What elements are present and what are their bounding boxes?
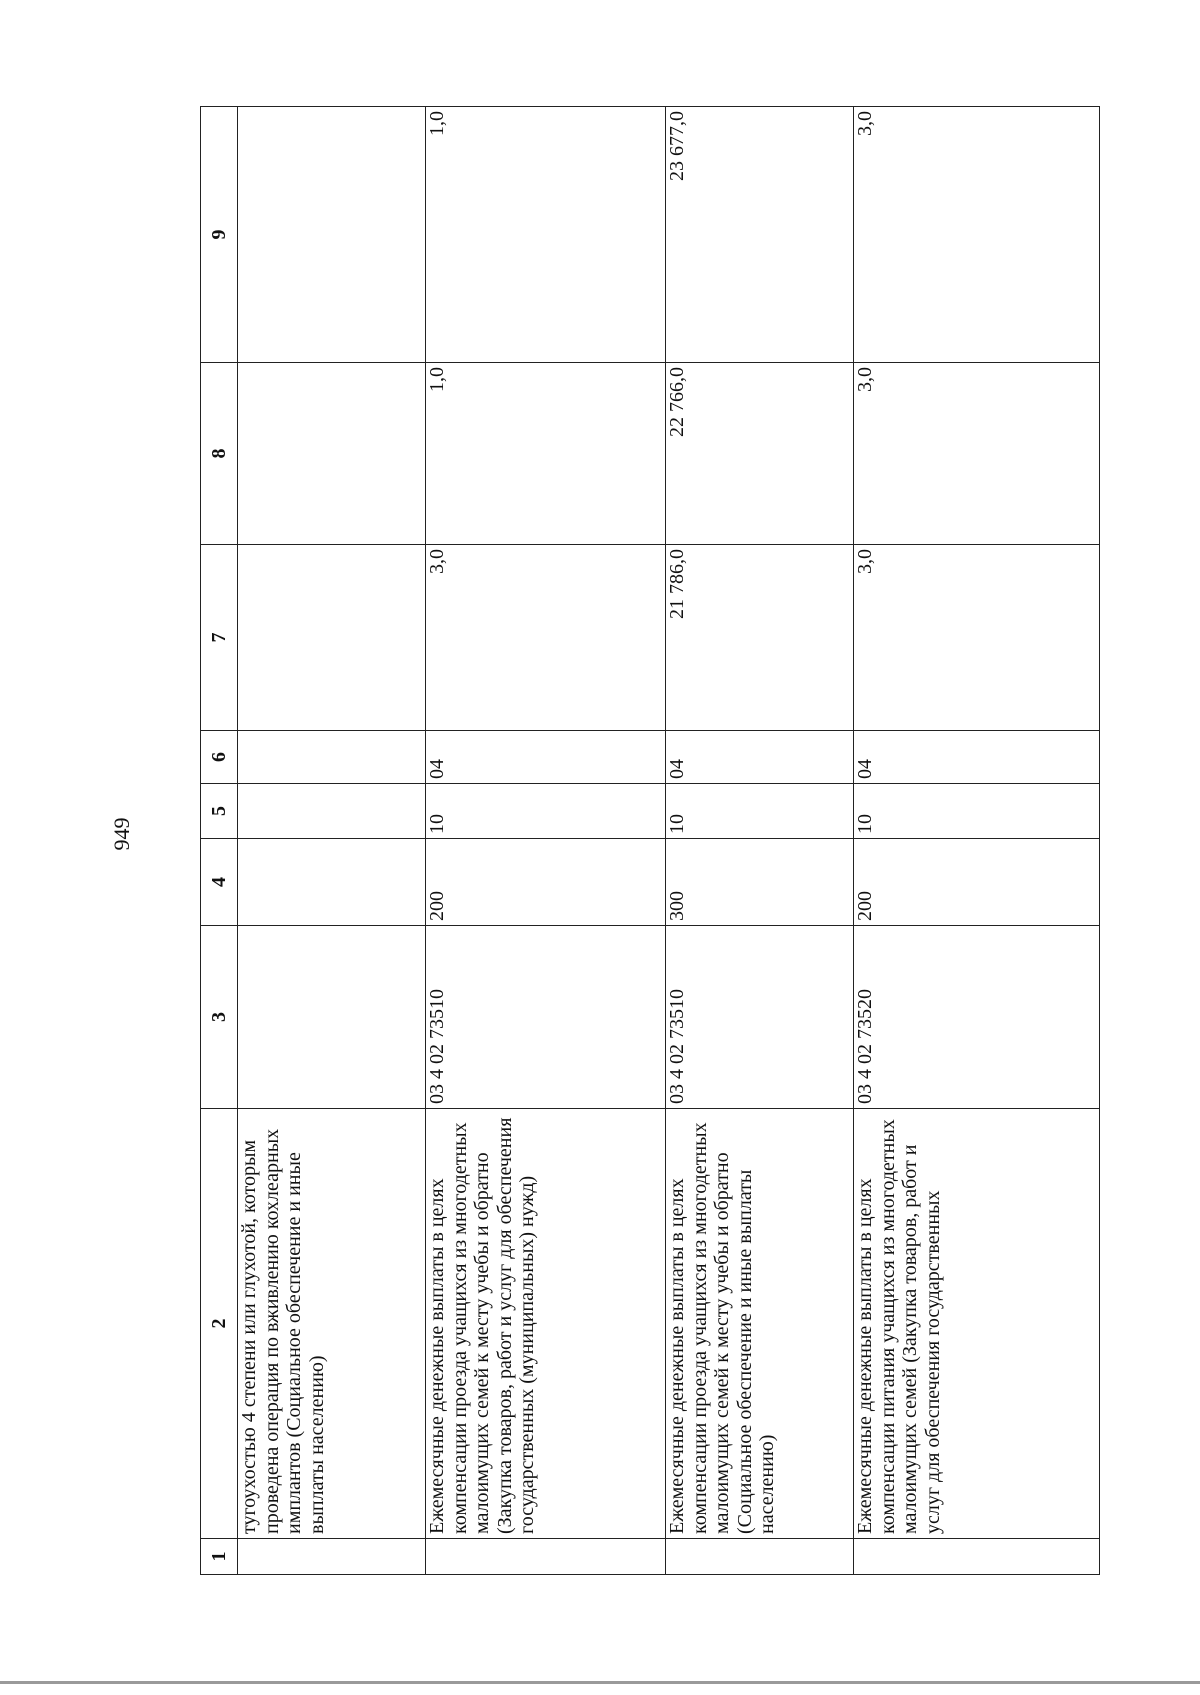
section-cell: 10 [426, 784, 666, 839]
target-article-cell [238, 926, 426, 1109]
section-cell: 10 [666, 784, 854, 839]
header-col-8: 8 [201, 363, 238, 545]
amount-col-8-cell: 3,0 [854, 363, 1100, 545]
table-row [238, 107, 426, 1575]
header-col-7: 7 [201, 545, 238, 731]
target-article-cell: 03 4 02 73510 [666, 926, 854, 1109]
section-cell [238, 784, 426, 839]
amount-col-8-cell: 1,0 [426, 363, 666, 545]
amount-col-7-cell: 3,0 [854, 545, 1100, 731]
row-number-cell [238, 1539, 426, 1575]
row-number-cell [854, 1539, 1100, 1575]
target-article-cell: 03 4 02 73510 [426, 926, 666, 1109]
table-row [426, 107, 666, 1575]
amount-col-9-cell: 3,0 [854, 107, 1100, 363]
amount-col-9-cell: 23 677,0 [666, 107, 854, 363]
table-row [854, 107, 1100, 1575]
expense-type-cell: 200 [854, 839, 1100, 926]
header-row [201, 107, 238, 1575]
expense-type-cell: 200 [426, 839, 666, 926]
target-article-cell: 03 4 02 73520 [854, 926, 1100, 1109]
header-col-5: 5 [201, 784, 238, 839]
description-cell: Ежемесячные денежные выплаты в целях компенсации питания учащихся из многодетных малоимущих семей (Закупка товаров, работ и услуг для обеспечения государственных [854, 1109, 1100, 1539]
budget-table [200, 106, 1100, 1575]
expense-type-cell [238, 839, 426, 926]
amount-col-7-cell [238, 545, 426, 731]
header-col-2: 2 [201, 1109, 238, 1539]
scan-edge-rule [0, 1681, 1200, 1684]
table-row [666, 107, 854, 1575]
amount-col-8-cell [238, 363, 426, 545]
row-number-cell [666, 1539, 854, 1575]
amount-col-7-cell: 21 786,0 [666, 545, 854, 731]
section-cell: 10 [854, 784, 1100, 839]
header-col-4: 4 [201, 839, 238, 926]
amount-col-9-cell [238, 107, 426, 363]
header-col-6: 6 [201, 731, 238, 784]
subsection-cell: 04 [854, 731, 1100, 784]
budget-table-rotated [200, 107, 1098, 1575]
header-col-1: 1 [201, 1539, 238, 1575]
subsection-cell: 04 [426, 731, 666, 784]
description-cell: Ежемесячные денежные выплаты в целях компенсации проезда учащихся из многодетных малоимущих семей к месту учебы и обратно (Закупка товаров, работ и услуг для обеспечения государственных (муниципальных) нужд) [426, 1109, 666, 1539]
expense-type-cell: 300 [666, 839, 854, 926]
amount-col-9-cell: 1,0 [426, 107, 666, 363]
subsection-cell: 04 [666, 731, 854, 784]
page-number: 949 [109, 817, 134, 851]
description-cell: Ежемесячные денежные выплаты в целях компенсации проезда учащихся из многодетных малоимущих семей к месту учебы и обратно (Социальное обеспечение и иные выплаты населению) [666, 1109, 854, 1539]
row-number-cell [426, 1539, 666, 1575]
header-col-3: 3 [201, 926, 238, 1109]
subsection-cell [238, 731, 426, 784]
amount-col-7-cell: 3,0 [426, 545, 666, 731]
header-col-9: 9 [201, 107, 238, 363]
description-cell: тугоухостью 4 степени или глухотой, которым проведена операция по вживлению кохлеарных имплантов (Социальное обеспечение и иные выплаты населению) [238, 1109, 426, 1539]
amount-col-8-cell: 22 766,0 [666, 363, 854, 545]
